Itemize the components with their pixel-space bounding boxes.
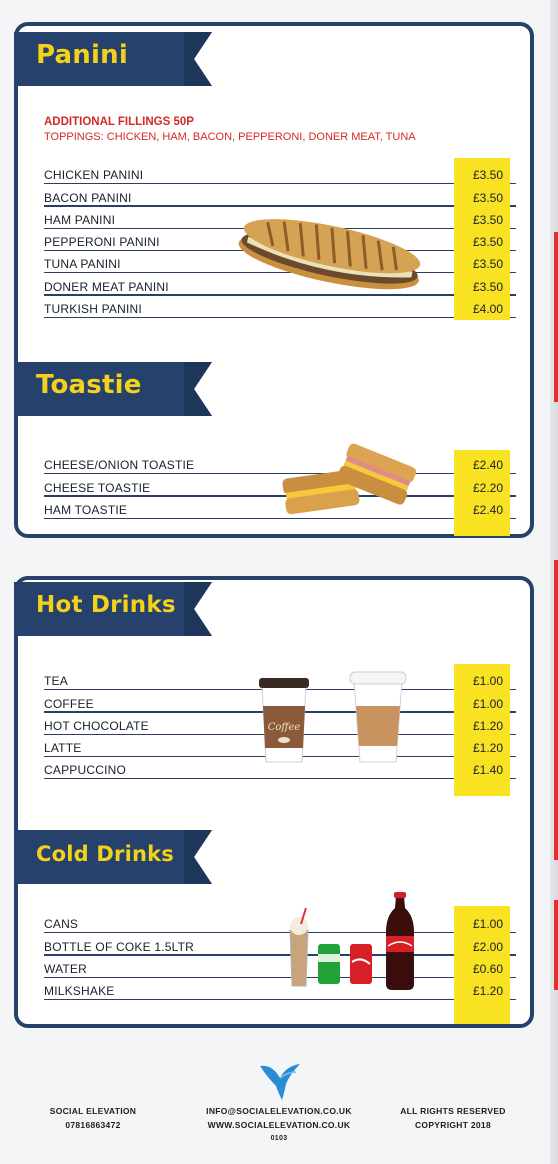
menu-row (44, 935, 516, 957)
row-divider-line (44, 999, 516, 1000)
menu-item-price: £3.50 (472, 235, 504, 250)
panini-illustration (232, 208, 428, 304)
menu-item-name: MILKSHAKE (44, 984, 115, 999)
menu-item-name: CHEESE/ONION TOASTIE (44, 458, 195, 473)
section-banner-cold-drinks (14, 830, 232, 884)
menu-item-name: DONER MEAT PANINI (44, 279, 169, 294)
section-title-toastie: Toastie (36, 370, 142, 400)
menu-item-name: PEPPERONI PANINI (44, 235, 160, 250)
edge-mark-red (554, 560, 558, 860)
menu-item-price: £1.00 (472, 674, 504, 689)
menu-item-name: HAM TOASTIE (44, 502, 128, 517)
menu-row (44, 980, 516, 1002)
menu-item-price: £1.00 (472, 696, 504, 711)
row-divider-line (44, 932, 516, 933)
cold-drinks-illustration (284, 888, 424, 992)
edge-mark-red (554, 900, 558, 990)
section-title-panini: Panini (36, 40, 128, 70)
menu-item-name: BACON PANINI (44, 190, 132, 205)
section-banner-toastie (14, 362, 232, 416)
footer-company-name: SOCIAL ELEVATION (49, 1106, 137, 1116)
menu-item-price: £1.20 (472, 984, 504, 999)
footer-copyright: COPYRIGHT 2018 (414, 1120, 491, 1130)
menu-row (44, 164, 516, 186)
menu-item-price: £2.20 (472, 480, 504, 495)
coffee-cup-text: Coffee (267, 722, 301, 733)
menu-item-name: LATTE (44, 741, 82, 756)
row-divider-line (44, 977, 516, 978)
menu-item-price: £1.00 (472, 917, 504, 932)
cold-drinks-menu-list (44, 913, 516, 1002)
menu-panel-food (14, 22, 534, 538)
footer-company (30, 1104, 156, 1132)
menu-item-name: CHICKEN PANINI (44, 168, 144, 183)
section-banner-panini (14, 32, 232, 86)
panini-fillings-note (44, 116, 416, 143)
section-banner-hot-drinks (14, 582, 232, 636)
menu-item-price: £0.60 (472, 961, 504, 976)
menu-item-name: BOTTLE OF COKE 1.5LTR (44, 939, 195, 954)
footer-code: 0103 (270, 1135, 288, 1142)
footer-email-link[interactable]: INFO@SOCIALELEVATION.CO.UK (206, 1106, 352, 1116)
menu-item-price: £3.50 (472, 279, 504, 294)
menu-item-price: £1.20 (472, 741, 504, 756)
toppings-text: TOPPINGS: CHICKEN, HAM, BACON, PEPPERONI, DONER MEAT, TUNA (44, 131, 416, 143)
menu-row (44, 186, 516, 208)
menu-item-price: £2.40 (472, 502, 504, 517)
footer-contact (196, 1104, 362, 1146)
menu-item-price: £3.50 (472, 257, 504, 272)
menu-row (44, 913, 516, 935)
menu-item-price: £3.50 (472, 190, 504, 205)
section-title-cold-drinks: Cold Drinks (36, 842, 174, 866)
menu-row (44, 958, 516, 980)
toastie-illustration (280, 436, 418, 520)
section-title-hot-drinks: Hot Drinks (36, 592, 176, 618)
menu-item-name: TUNA PANINI (44, 257, 121, 272)
menu-item-price: £4.00 (472, 302, 504, 317)
menu-item-name: COFFEE (44, 696, 94, 711)
menu-item-name: TURKISH PANINI (44, 302, 142, 317)
additional-fillings-text: ADDITIONAL FILLINGS 50P (44, 116, 194, 128)
menu-item-name: WATER (44, 961, 87, 976)
footer-phone: 07816863472 (65, 1120, 121, 1130)
menu-item-name: HOT CHOCOLATE (44, 718, 149, 733)
menu-item-price: £3.50 (472, 168, 504, 183)
footer-rights (388, 1104, 518, 1132)
menu-panel-drinks (14, 576, 534, 1028)
menu-item-price: £2.00 (472, 939, 504, 954)
menu-item-name: HAM PANINI (44, 212, 116, 227)
menu-item-price: £3.50 (472, 212, 504, 227)
menu-item-name: CAPPUCCINO (44, 763, 127, 778)
bird-logo-icon (258, 1060, 302, 1102)
menu-item-price: £2.40 (472, 458, 504, 473)
edge-mark-red (554, 232, 558, 402)
menu-item-name: CANS (44, 917, 79, 932)
menu-item-price: £1.20 (472, 718, 504, 733)
menu-item-price: £1.40 (472, 763, 504, 778)
menu-item-name: TEA (44, 674, 68, 689)
footer-website-link[interactable]: WWW.SOCIALELEVATION.CO.UK (207, 1120, 351, 1130)
menu-item-name: CHEESE TOASTIE (44, 480, 151, 495)
coffee-cups-illustration (250, 666, 414, 768)
footer-rights-reserved: ALL RIGHTS RESERVED (400, 1106, 506, 1116)
